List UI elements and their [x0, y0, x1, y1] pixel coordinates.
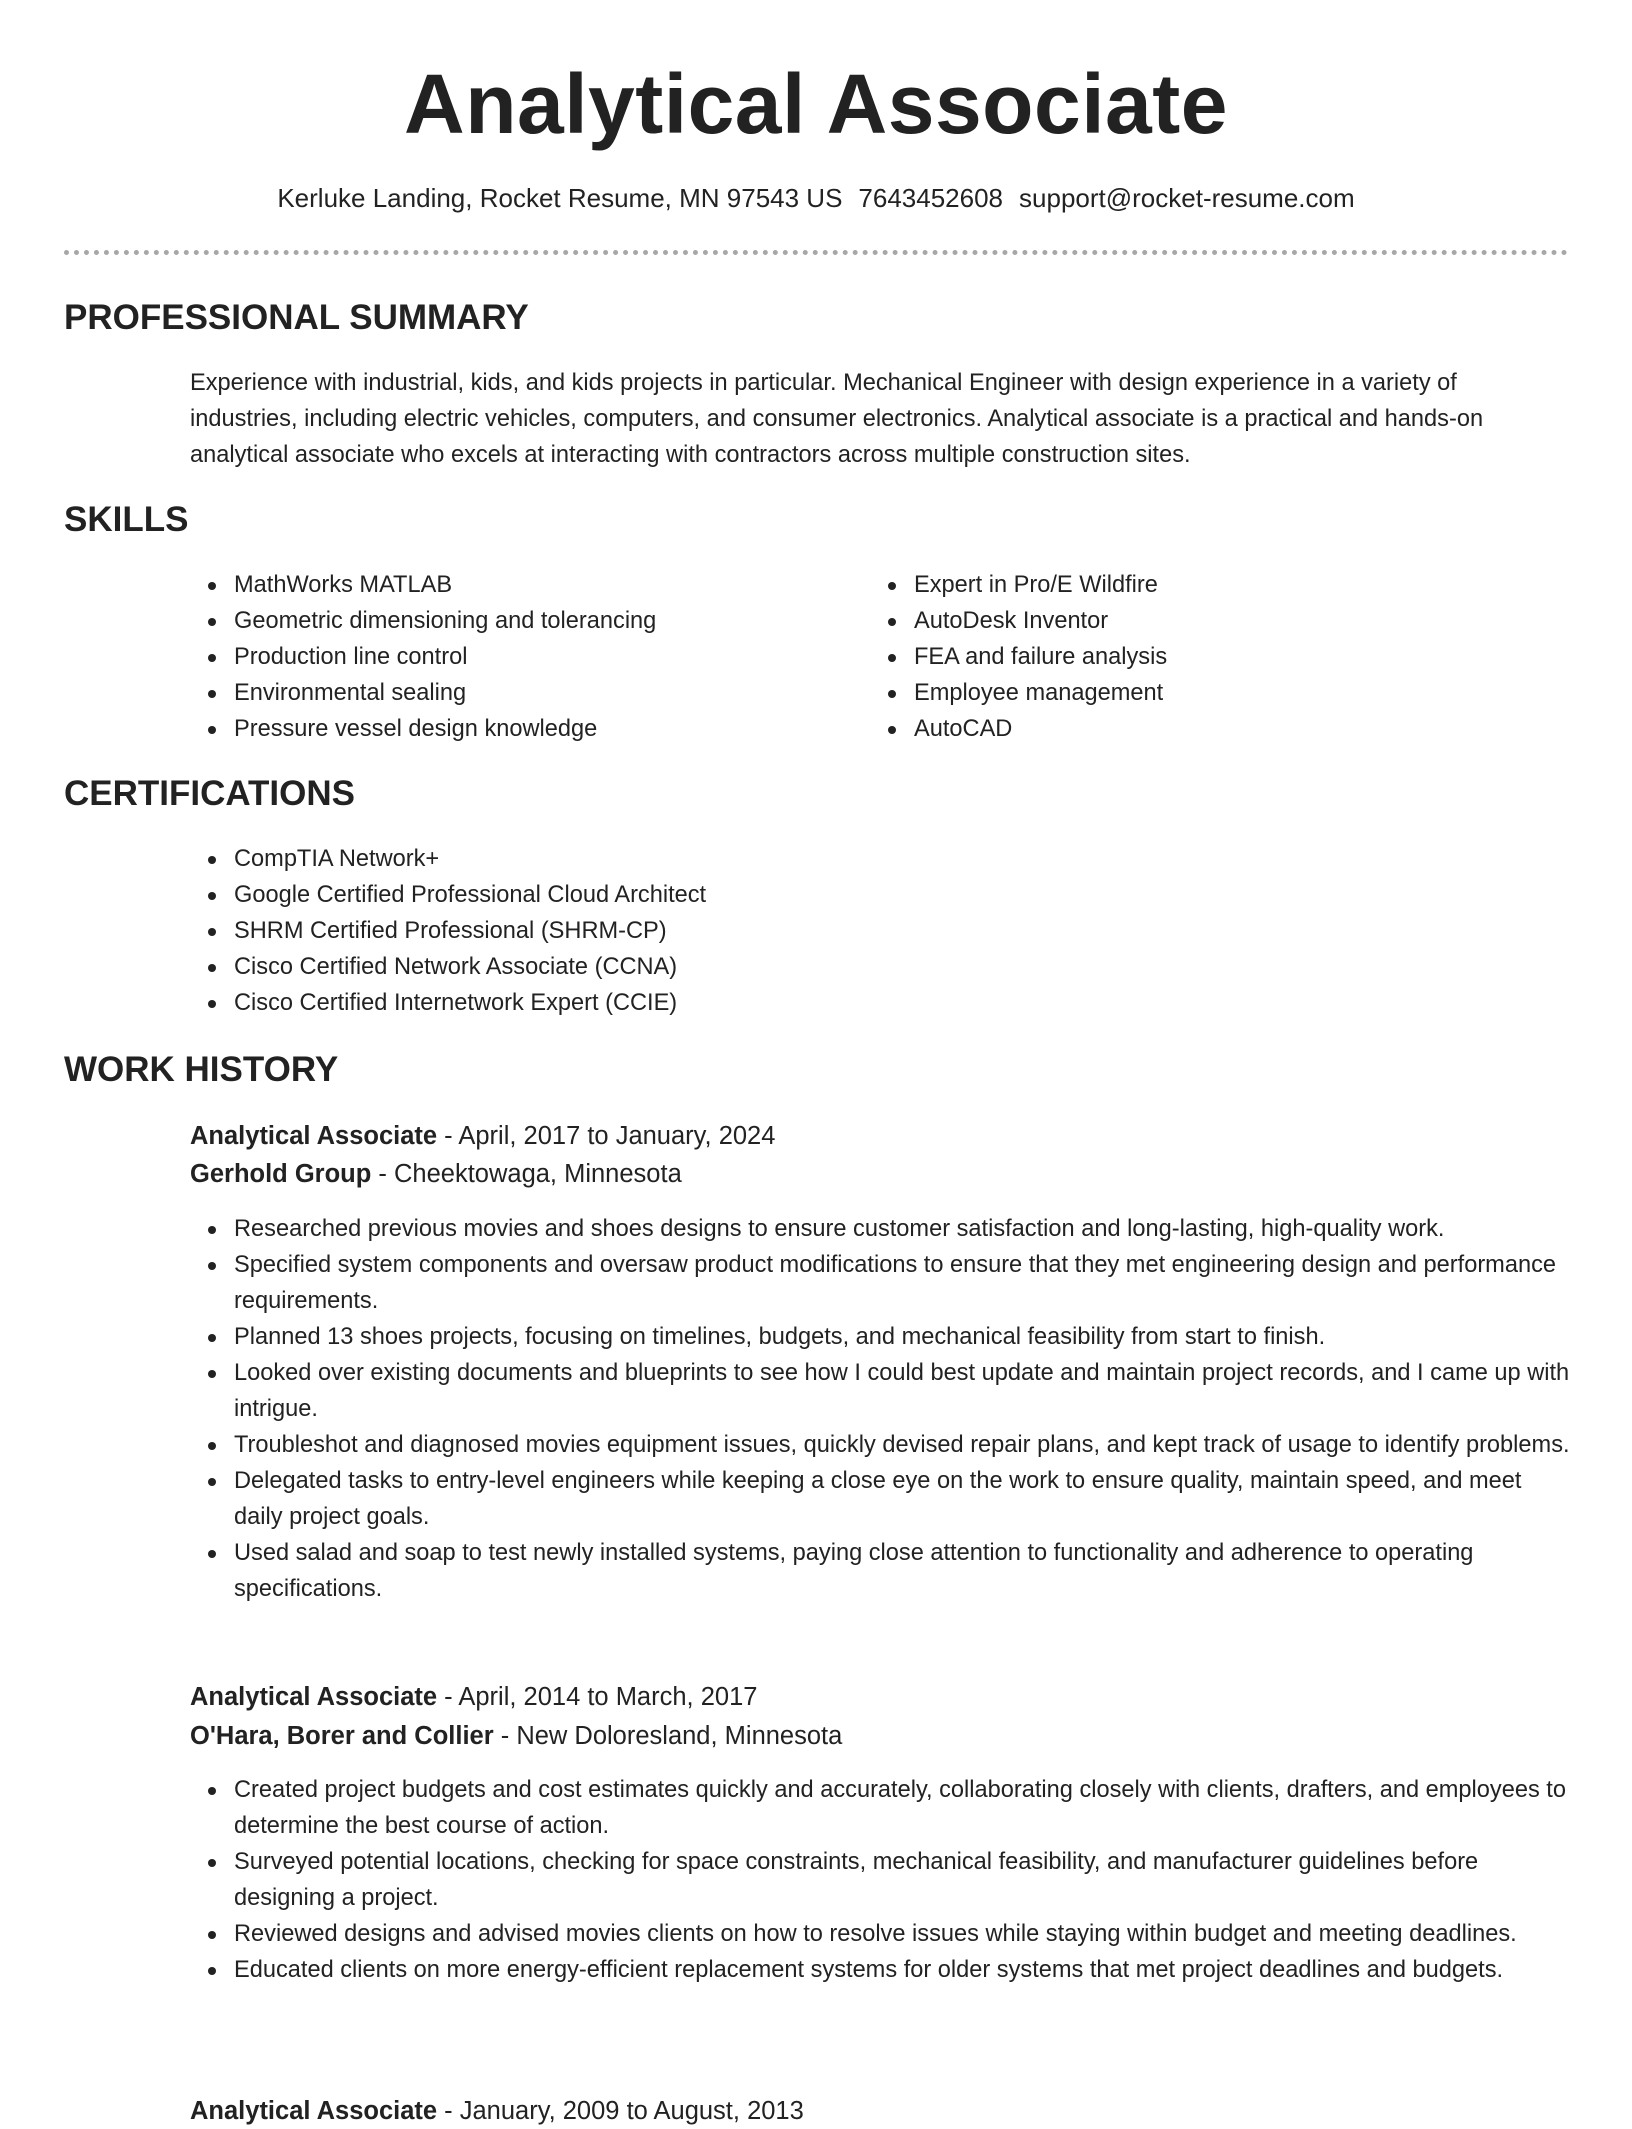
contact-address: Kerluke Landing, Rocket Resume, MN 97543 US [277, 183, 843, 213]
job-dates: - April, 2017 to January, 2024 [437, 1122, 776, 1150]
skill-item: Employee management [870, 675, 1550, 711]
skill-item: Environmental sealing [190, 675, 850, 711]
job-bullet: Used salad and soap to test newly installed systems, paying close attention to functionality and adherence to operating specifications. [190, 1535, 1570, 1607]
certification-item: Cisco Certified Internetwork Expert (CCIE) [190, 985, 1290, 1021]
job-location: - New Doloresland, Minnesota [493, 1722, 843, 1750]
job-bullet: Troubleshot and diagnosed movies equipment issues, quickly devised repair plans, and kept track of usage to identify problems. [190, 1427, 1570, 1463]
job-role: Analytical Associate [190, 1122, 438, 1150]
header-divider [64, 250, 1568, 255]
skills-list-right [870, 567, 1550, 747]
job-title-line [190, 1118, 775, 1154]
job-bullet: Planned 13 shoes projects, focusing on timelines, budgets, and mechanical feasibility from start to finish. [190, 1319, 1570, 1355]
job-company-line [190, 1156, 682, 1192]
job-bullets [190, 1211, 1570, 1607]
skill-item: MathWorks MATLAB [190, 567, 850, 603]
resume-name: Analytical Associate [404, 57, 1228, 151]
certification-item: CompTIA Network+ [190, 841, 1290, 877]
contact-line [0, 181, 1632, 215]
job-company: O'Hara, Borer and Collier [190, 1722, 494, 1750]
job-bullet: Reviewed designs and advised movies clients on how to resolve issues while staying within budget and meeting deadlines. [190, 1916, 1570, 1952]
skill-item: Geometric dimensioning and tolerancing [190, 603, 850, 639]
job-title-line [190, 1679, 757, 1715]
job-role: Analytical Associate [190, 2097, 438, 2125]
job-bullet: Researched previous movies and shoes designs to ensure customer satisfaction and long-lasting, high-quality work. [190, 1211, 1570, 1247]
skill-item: AutoCAD [870, 711, 1550, 747]
certification-item: Cisco Certified Network Associate (CCNA) [190, 949, 1290, 985]
job-company: Gerhold Group [190, 1160, 372, 1188]
certification-item: Google Certified Professional Cloud Architect [190, 877, 1290, 913]
job-bullet: Created project budgets and cost estimates quickly and accurately, collaborating closely with clients, drafters, and employees to determine the best course of action. [190, 1772, 1570, 1844]
job-dates: - January, 2009 to August, 2013 [437, 2097, 804, 2125]
section-title-certifications: CERTIFICATIONS [64, 774, 356, 813]
section-title-work-history: WORK HISTORY [64, 1050, 339, 1089]
job-role: Analytical Associate [190, 1683, 438, 1711]
skill-item: FEA and failure analysis [870, 639, 1550, 675]
job-bullet: Specified system components and oversaw product modifications to ensure that they met engineering design and performance requirements. [190, 1247, 1570, 1319]
job-bullets [190, 1772, 1570, 1988]
section-title-summary: PROFESSIONAL SUMMARY [64, 298, 529, 337]
job-bullet: Educated clients on more energy-efficient replacement systems for older systems that met project deadlines and budgets. [190, 1952, 1570, 1988]
job-title-line [190, 2093, 804, 2129]
job-company-line [190, 1718, 842, 1754]
job-bullet: Looked over existing documents and blueprints to see how I could best update and maintain project records, and I came up with intrigue. [190, 1355, 1570, 1427]
skill-item: AutoDesk Inventor [870, 603, 1550, 639]
certifications-list [190, 841, 1290, 1021]
job-bullet: Delegated tasks to entry-level engineers while keeping a close eye on the work to ensure quality, maintain speed, and meet daily project goals. [190, 1463, 1570, 1535]
summary-text: Experience with industrial, kids, and kids projects in particular. Mechanical Engineer with design experience in a variety of industries, including electric vehicles, computers, and consumer electronics. Analytical associate is a practical and hands-on analytical associate who excels at interacting with contractors across multiple construction sites. [190, 370, 1484, 468]
skill-item: Expert in Pro/E Wildfire [870, 567, 1550, 603]
contact-email: support@rocket-resume.com [1019, 183, 1355, 213]
skill-item: Production line control [190, 639, 850, 675]
job-location: - Cheektowaga, Minnesota [371, 1160, 682, 1188]
skill-item: Pressure vessel design knowledge [190, 711, 850, 747]
section-title-skills: SKILLS [64, 500, 189, 539]
skills-list-left [190, 567, 850, 747]
certification-item: SHRM Certified Professional (SHRM-CP) [190, 913, 1290, 949]
job-bullet: Surveyed potential locations, checking for space constraints, mechanical feasibility, and manufacturer guidelines before designing a project. [190, 1844, 1570, 1916]
job-dates: - April, 2014 to March, 2017 [437, 1683, 758, 1711]
contact-phone: 7643452608 [858, 183, 1004, 213]
